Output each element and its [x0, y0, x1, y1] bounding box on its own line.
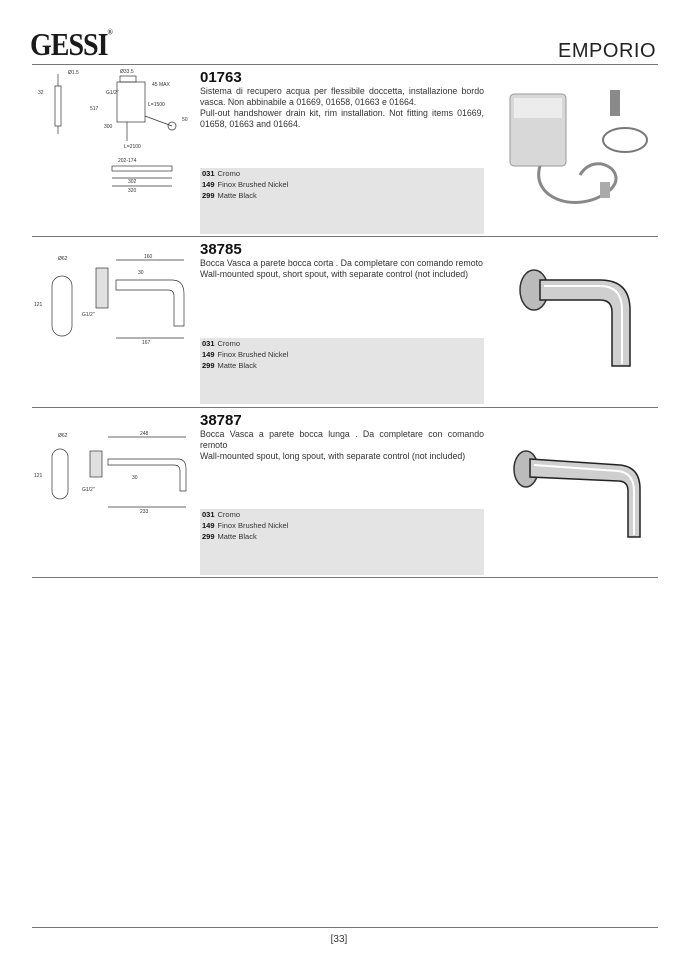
- dim-label: G1/2": [82, 487, 95, 493]
- description-en: Pull-out handshower drain kit, rim installation. Not fitting items 01669, 01658, 01663 and 01664.: [200, 108, 484, 129]
- finishes-box: [200, 509, 484, 575]
- finishes-box: [200, 168, 484, 234]
- finish-item: 299 Matte Black: [202, 361, 257, 370]
- dim-label: 32: [38, 90, 44, 96]
- dim-label: Ø33.5: [120, 69, 134, 75]
- dim-label: 202-174: [118, 158, 137, 164]
- product-row-38787: [32, 409, 658, 578]
- finish-item: 031 Cromo: [202, 339, 241, 348]
- dim-label: 302: [128, 179, 137, 185]
- product-photo-01763: [500, 80, 650, 230]
- dim-label: Ø1.5: [68, 70, 79, 76]
- brand-logo: GESSI®: [30, 27, 112, 64]
- description-it: Bocca Vasca a parete bocca corta . Da completare con comando remoto: [200, 258, 483, 268]
- technical-drawing-38785: [32, 238, 195, 403]
- footer-divider: [32, 927, 658, 928]
- page-number: [33]: [330, 934, 348, 945]
- finish-item: 031 Cromo: [202, 169, 241, 178]
- brand-name: GESSI: [30, 27, 108, 64]
- dim-label: 45 MAX: [152, 82, 170, 88]
- dim-label: 517: [90, 106, 99, 112]
- dim-label: Ø62: [58, 433, 68, 439]
- product-photo-38785: [500, 268, 650, 378]
- dim-label: 121: [34, 473, 43, 479]
- product-code: 01763: [200, 69, 242, 86]
- dim-label: 233: [140, 509, 149, 515]
- product-photo-38787: [500, 439, 650, 549]
- dim-label: 320: [128, 188, 137, 194]
- technical-drawing-38787: [32, 409, 195, 574]
- finish-item: 299 Matte Black: [202, 532, 257, 541]
- technical-drawing-01763: [32, 66, 195, 231]
- collection-title: EMPORIO: [558, 40, 656, 62]
- finish-item: 149 Finox Brushed Nickel: [202, 180, 289, 189]
- dim-label: 160: [144, 254, 153, 260]
- dim-label: L=1500: [148, 102, 165, 108]
- dim-label: 50: [182, 117, 188, 123]
- dim-label: 30: [132, 475, 138, 481]
- product-info: [200, 70, 484, 130]
- product-info: [200, 413, 484, 462]
- dim-label: 248: [140, 431, 149, 437]
- dim-label: L=2100: [124, 144, 141, 150]
- product-info: [200, 242, 484, 280]
- product-row-01763: [32, 66, 658, 237]
- dim-label: Ø62: [58, 256, 68, 262]
- product-row-38785: [32, 238, 658, 408]
- dim-label: G1/2": [106, 90, 119, 96]
- finish-item: 031 Cromo: [202, 510, 241, 519]
- header-divider: [32, 64, 658, 65]
- finishes-box: [200, 338, 484, 404]
- finish-item: 149 Finox Brushed Nickel: [202, 350, 289, 359]
- description-en: Wall-mounted spout, short spout, with separate control (not included): [200, 269, 469, 279]
- dim-label: G1/2": [82, 312, 95, 318]
- dim-label: 167: [142, 340, 151, 346]
- finish-item: 149 Finox Brushed Nickel: [202, 521, 289, 530]
- product-code: 38787: [200, 412, 242, 429]
- description-it: Sistema di recupero acqua per flessibile doccetta, installazione bordo vasca. Non abbinabile a 01669, 01658, 01663 e 01664.: [200, 86, 484, 107]
- description-it: Bocca Vasca a parete bocca lunga . Da completare con comando remoto: [200, 429, 484, 450]
- product-code: 38785: [200, 241, 242, 258]
- dim-label: 300: [104, 124, 113, 130]
- dim-label: 121: [34, 302, 43, 308]
- description-en: Wall-mounted spout, long spout, with separate control (not included): [200, 451, 466, 461]
- dim-label: 30: [138, 270, 144, 276]
- finish-item: 299 Matte Black: [202, 191, 257, 200]
